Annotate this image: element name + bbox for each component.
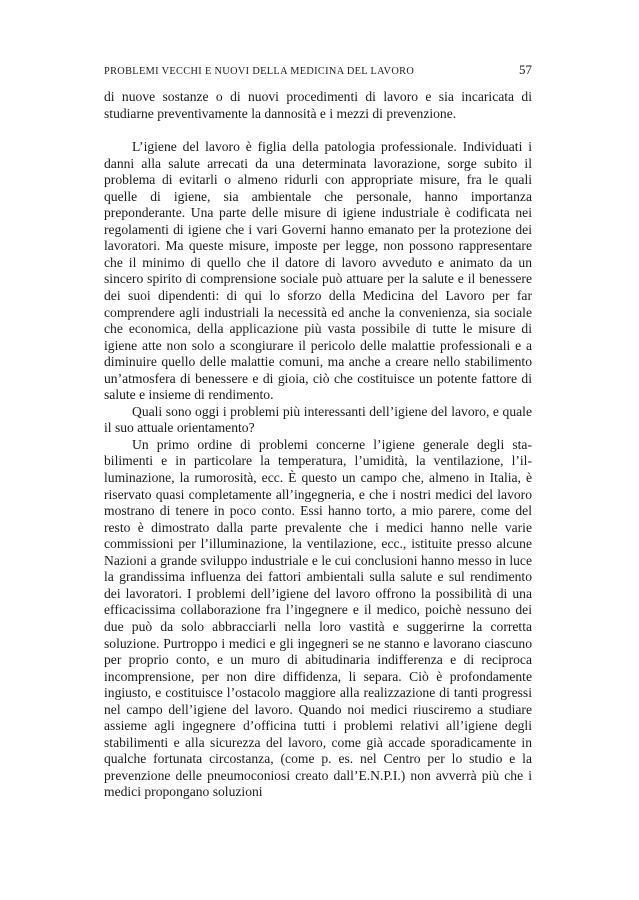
body-text [104,89,532,801]
paragraph-continued: di nuove sostanze o di nuovi procedimenti di lavoro e sia incaricata di studiarne preventivamente la dannosità e i mezzi di prevenzione. [104,89,532,121]
paragraph-primo-ordine: Un primo ordine di problemi concerne l’igiene generale degli stabilimenti e in particolare la temperatura, l’umidità, la ventilazione, l’illuminazione, la rumorosità, ecc. È questo un campo che, almeno in Italia, è riservato quasi completamente all’ingegneria, e che i nostri medici del lavoro mostrano di tenere in poco conto. Essi hanno torto, a mio parere, come del resto è dimostrato dalla parte prevalente che i medici hanno nelle varie commissioni per l’illuminazione, la ventilazione, ecc., istituite presso alcune Nazioni a grande sviluppo industriale e le cui conclusioni hanno messo in luce la grandissima influenza dei fattori ambientali sulla salute e sul rendimento dei lavoratori. I problemi dell’igiene del lavoro offrono la possibilità di una efficacissima collaborazione fra l’ingegnere e il medico, poichè nessuno dei due può da solo abbracciarli nella loro vastità e suggerirne la corretta soluzione. Purtroppo i medici e gli ingegneri se ne stanno e lavorano ciascuno per proprio conto, e un muro di abitudinaria indifferenza e di reciproca incomprensione, per non dire diffidenza, li separa. Ciò è profondamente ingiusto, e costituisce l’ostacolo maggiore alla realizzazione di tanti progressi nel campo dell’igiene del lavoro. Quando noi medici riusciremo a studiare assieme agli ingegnere d’officina tutti i problemi relativi all’igiene degli stabilimenti e alla sicurezza del lavoro, come già accade sporadicamente in qualche fortunata circostanza, (come p. es. nel Centro per lo studio e la prevenzione delle pneumoconiosi creato dall’E.N.P.I.) non avverrà più che i medici propongano soluzioni [104,436,532,800]
paragraph-igiene-del-lavoro: L’igiene del lavoro è figlia della patologia professionale. Individuati i danni alla salute arrecati da una determinata lavorazione, sorge subito il problema di evitarli o almeno ridurli con appropriate misure, fra le quali quelle di igiene, sia ambientale che personale, hanno importanza preponderante. Una parte delle misure di igiene industriale è codificata nei regolamenti di igiene che i vari Governi hanno emanato per la protezione dei lavoratori. Ma queste misure, imposte per legge, non possono rappresentare che il minimo di quello che il datore di lavoro avveduto e animato da un sincero spirito di comprensione sociale può attuare per la salute e il benessere dei suoi dipendenti: di qui lo sforzo della Medicina del Lavoro per far comprendere agli industriali la necessità ed anche la convenienza, sia sociale che economica, della applicazione più vasta possibile di tutte le misure di igiene atte non solo a scongiurare il pericolo delle malattie professionali e a diminuire quello delle malattie comuni, ma anche a creare nello stabilimento un’atmosfera di benessere e di gioia, ciò che costituisce un potente fattore di salute e insieme di rendimento. [104,139,532,403]
running-head [104,62,532,78]
paragraph-question: Quali sono oggi i problemi più interessanti dell’igiene del lavoro, e quale il suo attuale orientamento? [104,403,532,436]
running-title: PROBLEMI VECCHI E NUOVI DELLA MEDICINA DEL LAVORO [104,66,415,77]
page-number: 57 [519,62,532,77]
